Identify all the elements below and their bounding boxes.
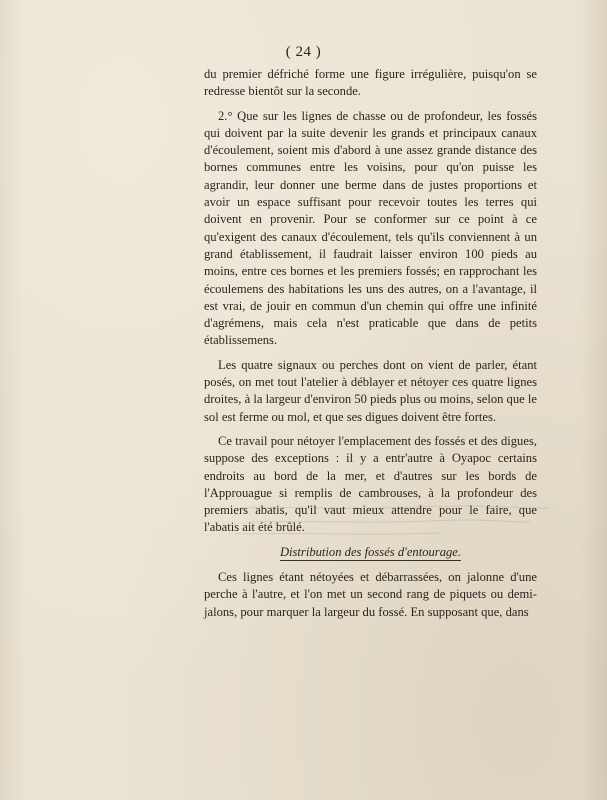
paragraph-travail: Ce travail pour nétoyer l'emplacement des fossés et des digues, suppose des exceptions : il y a entr'autre à Oyapoc certains endroits au bord de la mer, et d'autres sur les bords de l'Approuague si remplis de cambrouses, à la profondeur des premiers abatis, qu'il vaut mieux attendre pour le faire, que l'abatis ait été brûlé. [204,433,537,535]
body-text [204,66,537,628]
page-number: ( 24 ) [285,44,322,60]
paragraph-continuation: du premier défriché forme une figure irrégulière, puisqu'on se redresse bientôt sur la seconde. [204,67,537,99]
section-heading [204,544,537,561]
paragraph-lignes: Ces lignes étant nétoyées et débarrassées, on jalonne d'une perche à l'autre, et l'on met un second rang de piquets ou demi-jalons, pour marquer la largeur du fossé. En supposant que, dans [204,570,537,619]
paragraph-point-2: 2.° Que sur les lignes de chasse ou de profondeur, les fossés qui doivent par la suite devenir les grands et principaux canaux d'écoulement, soient mis d'abord à une assez grande distance des bornes communes entre les voisins, pour qu'on puisse les agrandir, leur donner une berme dans de justes proportions et avoir un espace suffisant pour recevoir toutes les terres qui doivent en provenir. Pour se conformer sur ce point à ce qu'exigent des canaux d'écoulement, tels qu'ils conviennent à un grand établissement, il faudrait laisser environ 100 pieds au moins, entre ces bornes et les premiers fossés; en rapprochant les écoulemens des habitations les uns des autres, on a l'avantage, il est vrai, de jouir en commun d'un chemin qui offre une infinité d'agrémens, mais cela n'est praticable que dans de petits établissemens. [204,108,537,348]
section-heading-text: Distribution des fossés d'entourage. [279,544,462,559]
paragraph-signaux: Les quatre signaux ou perches dont on vient de parler, étant posés, on met tout l'atelier à déblayer et nétoyer ces quatre lignes droites, à la largeur d'environ 50 pieds plus ou moins, selon que le sol est ferme ou mol, et que ses digues doivent être fortes. [204,357,537,424]
